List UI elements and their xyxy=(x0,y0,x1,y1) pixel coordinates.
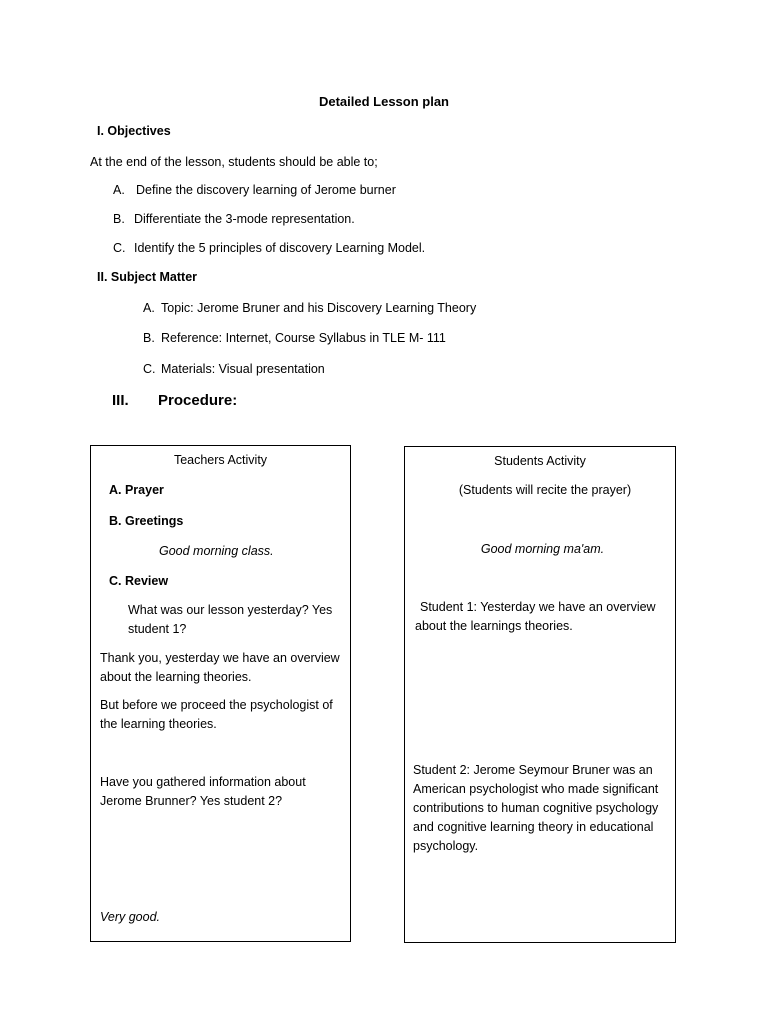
subject-matter-heading: II. Subject Matter xyxy=(97,270,198,284)
page-title: Detailed Lesson plan xyxy=(318,94,450,109)
subject-marker-b: B. xyxy=(143,331,155,345)
students-activity-heading: Students Activity xyxy=(494,454,586,468)
teacher-thanks: Thank you, yesterday we have an overview about the learning theories. xyxy=(100,651,340,684)
subject-marker-c: C. xyxy=(143,362,156,376)
objective-marker-b: B. xyxy=(113,212,125,226)
objective-marker-a: A. xyxy=(113,183,125,197)
students-prayer: (Students will recite the prayer) xyxy=(458,483,632,497)
objective-item-b: Differentiate the 3-mode representation. xyxy=(134,212,355,226)
teacher-good-morning: Good morning class. xyxy=(159,544,274,558)
teacher-prayer: A. Prayer xyxy=(109,483,164,497)
students-good-morning: Good morning ma'am. xyxy=(480,542,605,556)
student-2-answer: Student 2: Jerome Seymour Bruner was an American psychologist who made significant contributions to human cognitive psychology and cognitive learning theory in educational psychology. xyxy=(413,763,659,853)
objective-marker-c: C. xyxy=(113,241,126,255)
subject-marker-a: A. xyxy=(143,301,155,315)
objectives-heading: I. Objectives xyxy=(97,124,171,138)
teachers-activity-heading: Teachers Activity xyxy=(173,453,268,467)
teacher-very-good: Very good. xyxy=(100,910,160,924)
objective-item-a: Define the discovery learning of Jerome burner xyxy=(136,183,396,197)
subject-item-materials: Materials: Visual presentation xyxy=(161,362,325,376)
teacher-before: But before we proceed the psychologist of the learning theories. xyxy=(100,698,333,731)
teacher-review: C. Review xyxy=(109,574,169,588)
objective-item-c: Identify the 5 principles of discovery Learning Model. xyxy=(134,241,426,255)
subject-item-topic: Topic: Jerome Bruner and his Discovery Learning Theory xyxy=(161,301,477,315)
teacher-question-2: Have you gathered information about Jerome Brunner? Yes student 2? xyxy=(100,775,306,808)
student-1-answer: Student 1: Yesterday we have an overview about the learnings theories. xyxy=(415,600,656,633)
teacher-question-1: What was our lesson yesterday? Yes student 1? xyxy=(128,603,333,636)
procedure-number: III. xyxy=(112,392,129,409)
objectives-intro: At the end of the lesson, students should be able to; xyxy=(90,155,378,169)
students-activity-box xyxy=(404,446,676,943)
teacher-greetings: B. Greetings xyxy=(109,514,184,528)
procedure-heading: Procedure: xyxy=(158,392,238,409)
subject-item-reference: Reference: Internet, Course Syllabus in TLE M- 111 xyxy=(161,331,446,345)
teachers-activity-box xyxy=(90,445,351,942)
